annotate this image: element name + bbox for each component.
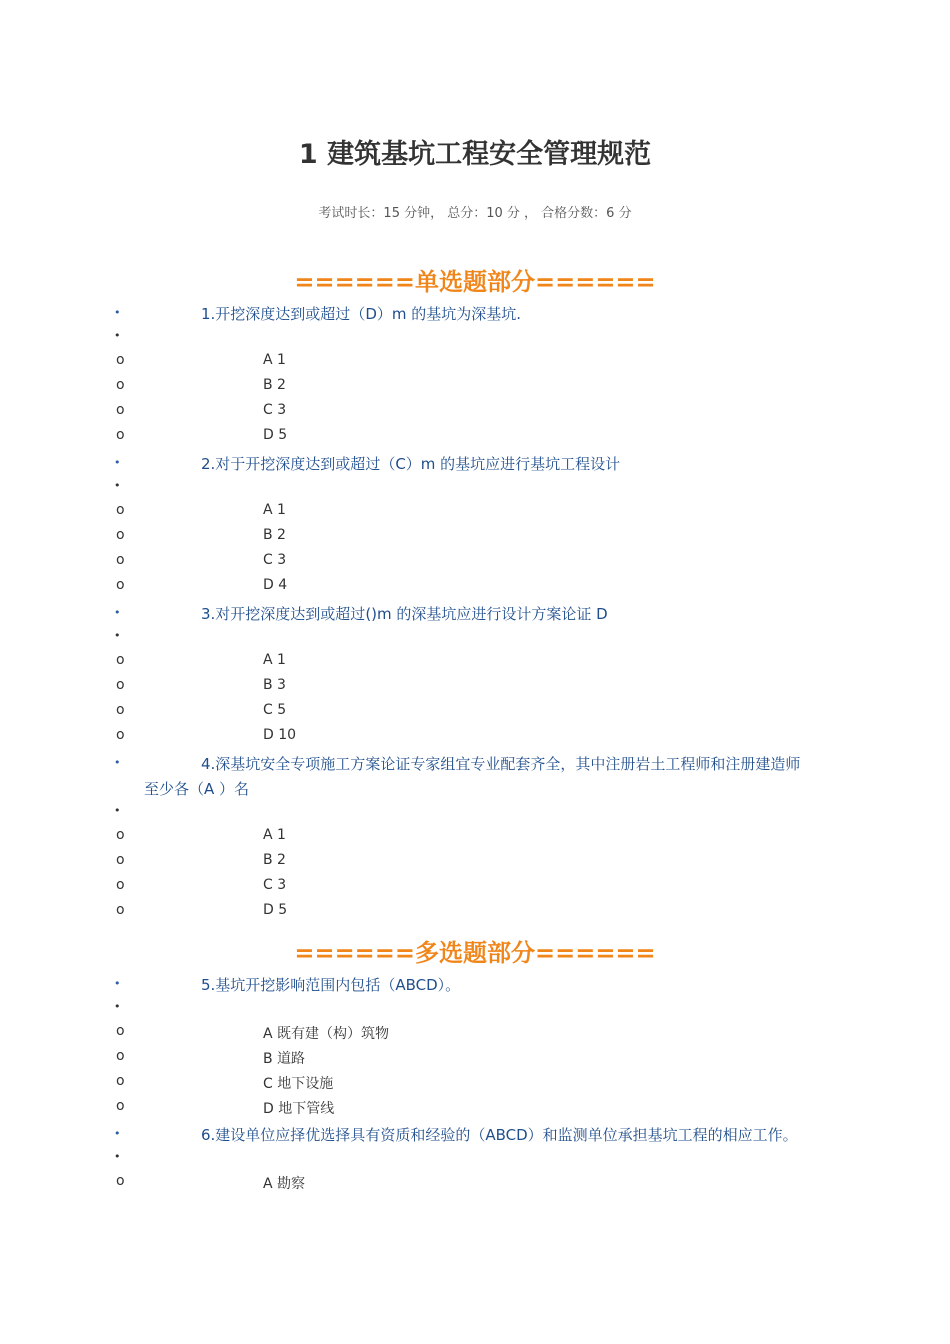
question-bullet: • xyxy=(114,606,121,619)
option-marker: o xyxy=(116,427,125,443)
option-text: D 4 xyxy=(263,577,288,593)
option-text: C 地下设施 xyxy=(263,1076,334,1092)
option-marker: o xyxy=(116,1173,125,1189)
question-bullet: • xyxy=(114,306,121,319)
blank-bullet: • xyxy=(114,1000,121,1013)
option-text: D 5 xyxy=(263,902,288,918)
option-text: A 既有建（构）筑物 xyxy=(263,1026,390,1042)
option-text: D 10 xyxy=(263,727,297,743)
option-marker: o xyxy=(116,552,125,568)
option-marker: o xyxy=(116,1073,125,1089)
option-text: B 2 xyxy=(263,377,286,393)
question-text: 3.对开挖深度达到或超过()m 的深基坑应进行设计方案论证 D xyxy=(201,605,608,623)
option-marker: o xyxy=(116,727,125,743)
option-marker: o xyxy=(116,527,125,543)
question-text: 6.建设单位应择优选择具有资质和经验的（ABCD）和监测单位承担基坑工程的相应工作。 xyxy=(201,1126,798,1144)
blank-bullet: • xyxy=(114,479,121,492)
option-text: D 5 xyxy=(263,427,288,443)
blank-bullet: • xyxy=(114,629,121,642)
option-marker: o xyxy=(116,502,125,518)
option-text: A 勘察 xyxy=(263,1176,306,1192)
option-marker: o xyxy=(116,652,125,668)
option-marker: o xyxy=(116,402,125,418)
option-marker: o xyxy=(116,577,125,593)
blank-bullet: • xyxy=(114,329,121,342)
option-text: A 1 xyxy=(263,827,286,843)
option-text: C 3 xyxy=(263,402,287,418)
question-bullet: • xyxy=(114,456,121,469)
option-text: A 1 xyxy=(263,352,286,368)
option-marker: o xyxy=(116,902,125,918)
option-marker: o xyxy=(116,827,125,843)
option-text: B 2 xyxy=(263,527,286,543)
blank-bullet: • xyxy=(114,804,121,817)
option-text: D 地下管线 xyxy=(263,1101,335,1117)
option-text: C 5 xyxy=(263,702,287,718)
option-marker: o xyxy=(116,852,125,868)
question-text: 5.基坑开挖影响范围内包括（ABCD）。 xyxy=(201,976,461,994)
option-text: B 道路 xyxy=(263,1051,306,1067)
option-marker: o xyxy=(116,1098,125,1114)
option-text: C 3 xyxy=(263,552,287,568)
option-text: A 1 xyxy=(263,652,286,668)
option-text: B 3 xyxy=(263,677,286,693)
blank-bullet: • xyxy=(114,1150,121,1163)
option-text: B 2 xyxy=(263,852,286,868)
document-title: 1 建筑基坑工程安全管理规范 xyxy=(298,139,652,170)
option-marker: o xyxy=(116,677,125,693)
option-marker: o xyxy=(116,1023,125,1039)
option-marker: o xyxy=(116,1048,125,1064)
question-bullet: • xyxy=(114,977,121,990)
option-text: A 1 xyxy=(263,502,286,518)
option-marker: o xyxy=(116,352,125,368)
section-heading: ======多选题部分====== xyxy=(294,939,656,967)
option-text: C 3 xyxy=(263,877,287,893)
question-bullet: • xyxy=(114,756,121,769)
option-marker: o xyxy=(116,377,125,393)
option-marker: o xyxy=(116,702,125,718)
option-marker: o xyxy=(116,877,125,893)
section-heading: ======单选题部分====== xyxy=(294,268,656,296)
question-text: 1.开挖深度达到或超过（D）m 的基坑为深基坑. xyxy=(201,305,522,323)
question-text: 4.深基坑安全专项施工方案论证专家组宜专业配套齐全，其中注册岩土工程师和注册建造师至少各（A ）名 xyxy=(144,755,801,798)
question-text: 2.对于开挖深度达到或超过（C）m 的基坑应进行基坑工程设计 xyxy=(201,455,621,473)
question-bullet: • xyxy=(114,1127,121,1140)
exam-info: 考试时长：15 分钟， 总分：10 分 ， 合格分数：6 分 xyxy=(318,206,632,221)
